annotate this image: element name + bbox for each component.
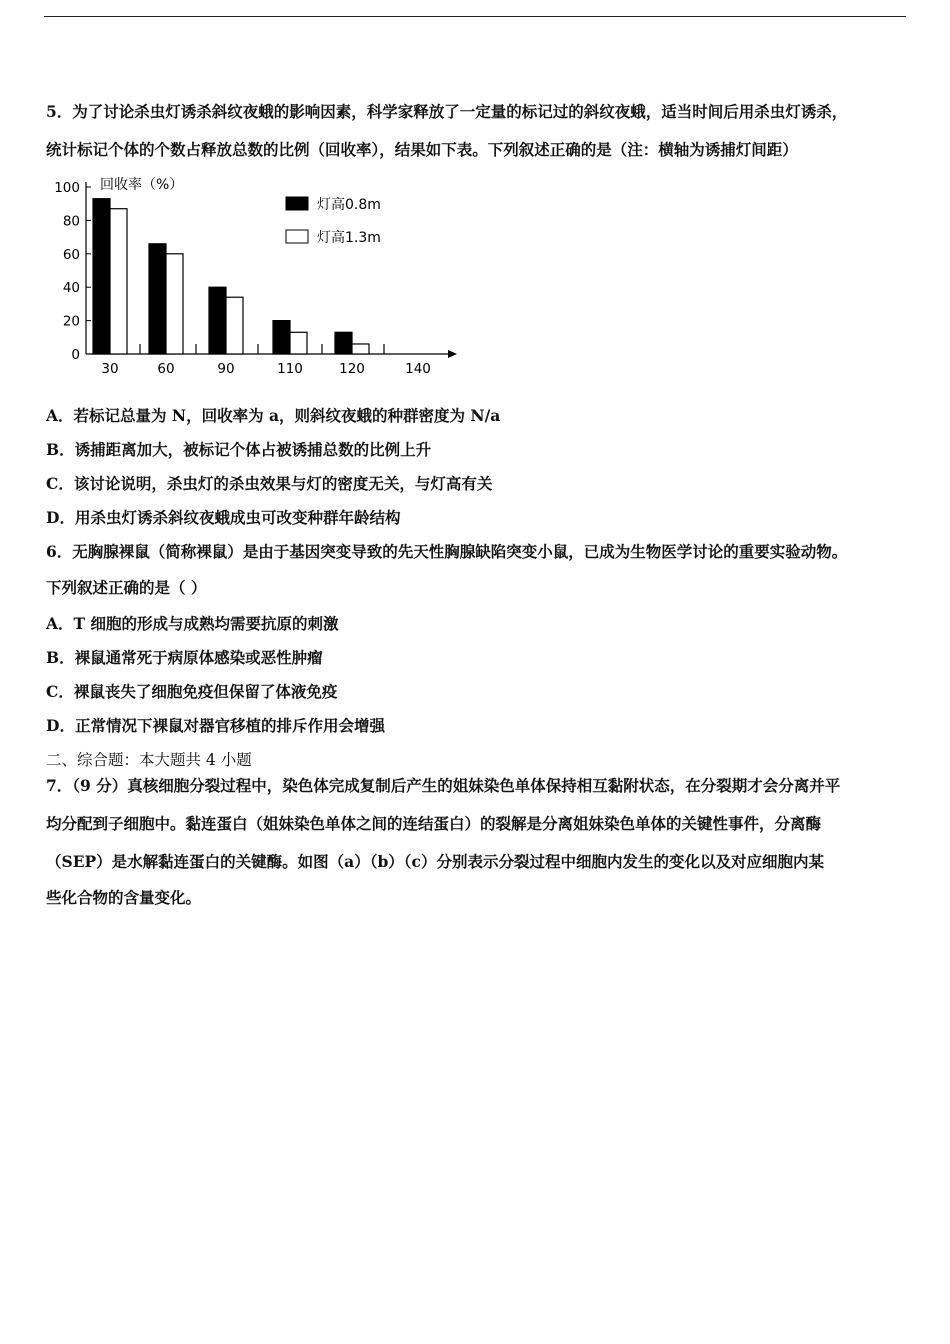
y-tick-label-2: 40: [62, 280, 80, 297]
section2-heading: 二、综合题：本大题共 4 小题: [46, 751, 252, 769]
recovery-rate-bar-chart: [46, 172, 466, 384]
x-tick-label-120: 120: [339, 361, 365, 377]
bar-s0-90: [209, 287, 226, 354]
y-tick-label-5: 100: [54, 180, 80, 196]
q6-stem-line2: 下列叙述正确的是（ ）: [46, 578, 207, 597]
x-tick-label-140: 140: [405, 361, 431, 377]
bar-group: [93, 199, 384, 354]
q7-line3: （SEP）是水解黏连蛋白的关键酶。如图（a）（b）（c）分别表示分裂过程中细胞内发生的变化以及对应细胞内某: [46, 852, 824, 871]
x-tick-label-30: 30: [101, 361, 119, 377]
q5-option-c: C．该讨论说明，杀虫灯的杀虫效果与灯的密度无关，与灯高有关: [46, 474, 493, 493]
legend-label-0: 灯高0.8m: [317, 197, 381, 213]
legend-label-1: 灯高1.3m: [317, 230, 381, 246]
header-rule: [44, 16, 906, 17]
bar-s0-120: [335, 332, 352, 354]
q5-stem-line2: 统计标记个体的个数占释放总数的比例（回收率），结果如下表。下列叙述正确的是（注：横轴为诱捕灯间距）: [46, 140, 798, 159]
legend-swatch-0: [286, 197, 308, 210]
q6-stem-line1: 6．无胸腺裸鼠（简称裸鼠）是由于基因突变导致的先天性胸腺缺陷突变小鼠，已成为生物医学讨论的重要实验动物。: [46, 542, 848, 561]
q6-option-d: D．正常情况下裸鼠对器官移植的排斥作用会增强: [46, 716, 385, 735]
q5-option-a: A．若标记总量为 N，回收率为 a，则斜纹夜蛾的种群密度为 N/a: [46, 406, 501, 425]
x-tick-label-110: 110: [277, 361, 303, 377]
x-axis-arrow: [448, 350, 457, 358]
q6-option-a: A．T 细胞的形成与成熟均需要抗原的刺激: [46, 614, 339, 633]
bar-s1-30: [110, 209, 127, 354]
x-tick-label-60: 60: [157, 361, 175, 377]
y-tick-label-3: 60: [62, 246, 80, 263]
bar-s0-110: [273, 321, 290, 354]
x-axis-labels: [101, 361, 430, 377]
legend-swatch-1: [286, 230, 308, 243]
bar-s1-60: [166, 254, 183, 354]
q6-option-c: C．裸鼠丧失了细胞免疫但保留了体液免疫: [46, 682, 338, 701]
q7-line4: 些化合物的含量变化。: [46, 888, 202, 907]
q5-option-d: D．用杀虫灯诱杀斜纹夜蛾成虫可改变种群年龄结构: [46, 508, 401, 527]
bar-s0-30: [93, 199, 110, 354]
bar-s1-120: [352, 344, 369, 354]
q7-line1: 7．（9 分）真核细胞分裂过程中，染色体完成复制后产生的姐妹染色单体保持相互黏附状态，在分裂期才会分离并平: [46, 776, 841, 795]
q7-line2: 均分配到子细胞中。黏连蛋白（姐妹染色单体之间的连结蛋白）的裂解是分离姐妹染色单体的关键性事件，分离酶: [46, 814, 822, 833]
q5-stem-line1: 5．为了讨论杀虫灯诱杀斜纹夜蛾的影响因素，科学家释放了一定量的标记过的斜纹夜蛾，适当时间后用杀虫灯诱杀，: [46, 102, 848, 121]
q6-option-b: B．裸鼠通常死于病原体感染或恶性肿瘤: [46, 648, 323, 667]
q5-option-b: B．诱捕距离加大，被标记个体占被诱捕总数的比例上升: [46, 440, 432, 459]
y-tick-label-4: 80: [62, 213, 80, 230]
bar-s1-110: [290, 332, 307, 354]
y-tick-label-1: 20: [62, 313, 80, 330]
y-axis-label: 回收率（%）: [100, 177, 184, 193]
x-tick-label-90: 90: [217, 361, 235, 377]
legend: [286, 196, 381, 246]
bar-s1-90: [226, 297, 243, 354]
y-tick-label-0: 0: [71, 347, 80, 363]
bar-s0-60: [149, 244, 166, 354]
